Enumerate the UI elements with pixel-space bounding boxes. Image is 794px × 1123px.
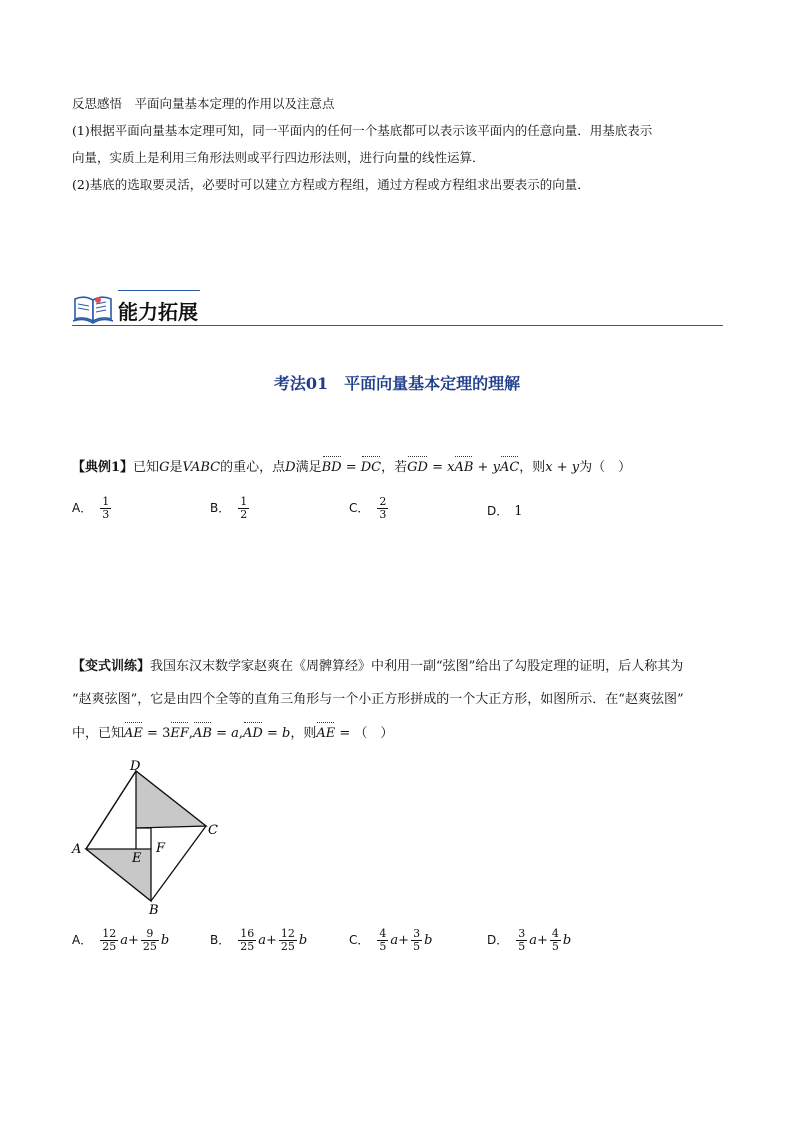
var-b: b	[282, 726, 291, 741]
denominator: 25	[102, 940, 117, 953]
var-y: y	[492, 460, 500, 475]
denominator: 5	[379, 940, 387, 953]
vector-ef: EF	[170, 724, 189, 744]
label-f: F	[156, 841, 166, 856]
example1-option-b[interactable]	[210, 496, 251, 521]
text: 的重心，点	[220, 460, 286, 475]
denominator: 5	[413, 940, 421, 953]
reflection-line-1: (1)根据平面向量基本定理可知，同一平面内的任何一个基底都可以表示该平面内的任意向量．用基底表示	[72, 123, 653, 138]
denominator: 5	[551, 940, 559, 953]
training-option-a[interactable]	[72, 928, 169, 953]
text: =	[211, 726, 232, 741]
training-line-1	[72, 657, 683, 677]
label-c: C	[208, 823, 218, 838]
example1-option-c[interactable]	[349, 496, 390, 521]
numerator: 12	[102, 927, 117, 940]
denominator: 3	[379, 508, 387, 521]
vector-ab: AB	[454, 458, 473, 478]
text: ，若	[381, 460, 408, 475]
topic-heading: 考法01 平面向量基本定理的理解	[273, 374, 521, 393]
fraction	[238, 496, 249, 521]
fraction	[100, 496, 111, 521]
option-label: C．	[349, 501, 370, 515]
vector-gd: GD	[407, 458, 428, 478]
text: 我国东汉末数学家赵爽在《周髀算经》中利用一副“弦图”给出了勾股定理的证明，后人称其为	[150, 659, 684, 674]
text: +	[473, 460, 493, 475]
fraction	[377, 496, 388, 521]
option-label: A．	[72, 933, 93, 947]
training-line-2: “赵爽弦图”，它是由四个全等的直角三角形与一个小正方形拼成的一个大正方形，如图所示．在“赵爽弦图”	[72, 692, 684, 707]
section-top-line	[118, 290, 200, 291]
option-label: A．	[72, 501, 93, 515]
vector-ae: AE	[124, 724, 143, 744]
fraction	[516, 928, 527, 953]
numerator: 1	[102, 495, 110, 508]
option-label: B．	[210, 933, 231, 947]
fraction	[238, 928, 256, 953]
operator: +	[398, 933, 410, 948]
training-tag: 【变式训练】	[72, 659, 151, 674]
text: = （ ）	[335, 726, 394, 741]
var-a: a	[529, 933, 538, 948]
label-e: E	[132, 851, 142, 866]
shaded-triangle-top	[136, 771, 206, 828]
numerator: 3	[518, 927, 526, 940]
section-title: 能力拓展	[118, 300, 198, 324]
example1-question	[72, 458, 631, 478]
expr-x-plus-y: x + y	[545, 460, 580, 475]
training-option-c[interactable]	[349, 928, 432, 953]
var-a: a	[390, 933, 399, 948]
var-b: b	[562, 933, 572, 948]
option-label: C．	[349, 933, 370, 947]
var-d: D	[285, 460, 296, 475]
reflection-line-3: (2)基底的选取要灵活，必要时可以建立方程或方程组，通过方程或方程组求出要表示的向量．	[72, 177, 590, 192]
operator: +	[537, 933, 548, 948]
fraction	[141, 928, 159, 953]
text: 满足	[295, 460, 322, 475]
text: 中，已知	[72, 726, 125, 741]
example1-option-a[interactable]	[72, 496, 113, 521]
vector-dc: DC	[361, 458, 381, 478]
text: ，则	[519, 460, 546, 475]
text: =	[427, 460, 448, 475]
operator: +	[127, 933, 139, 948]
training-line-3	[72, 724, 393, 744]
section-divider	[72, 325, 723, 326]
fraction	[100, 928, 118, 953]
option-label: B．	[210, 501, 231, 515]
var-x: x	[447, 460, 455, 475]
text: ，则	[290, 726, 317, 741]
vector-ae: AE	[316, 724, 335, 744]
text: ,	[238, 726, 244, 741]
denominator: 2	[240, 508, 248, 521]
var-b: b	[424, 933, 433, 948]
var-b: b	[160, 933, 170, 948]
reflection-title: 反思感悟 平面向量基本定理的作用以及注意点	[72, 96, 335, 111]
operator: +	[266, 933, 277, 948]
vector-bd: BD	[322, 458, 342, 478]
text: 为（ ）	[579, 460, 632, 475]
text: =	[341, 460, 361, 475]
option-label: D．	[487, 504, 509, 518]
label-b: B	[149, 903, 159, 918]
denominator: 3	[102, 508, 110, 521]
option-value: 1	[514, 504, 523, 519]
text: = 3	[142, 726, 171, 741]
numerator: 16	[240, 927, 255, 940]
book-icon	[72, 291, 116, 325]
numerator: 2	[379, 495, 387, 508]
label-a: A	[72, 842, 82, 857]
var-a: a	[120, 933, 128, 948]
example1-option-d[interactable]	[487, 502, 523, 519]
vector-ad: AD	[243, 724, 263, 744]
zhao-shuang-diagram	[66, 756, 226, 921]
training-option-d[interactable]	[487, 928, 571, 953]
var-b: b	[298, 933, 308, 948]
var-a: a	[258, 933, 266, 948]
var-g: G	[159, 460, 170, 475]
denominator: 5	[518, 940, 526, 953]
text: =	[262, 726, 283, 741]
numerator: 12	[280, 927, 295, 940]
triangle-abc: VABC	[182, 460, 221, 475]
numerator: 9	[141, 928, 159, 941]
denominator: 25	[240, 940, 255, 953]
text: 是	[169, 460, 183, 475]
numerator: 3	[413, 927, 421, 940]
fraction	[377, 928, 388, 953]
example1-tag: 【典例1】	[72, 460, 134, 475]
label-d: D	[130, 759, 141, 774]
vector-ab: AB	[193, 724, 212, 744]
fraction	[411, 928, 422, 953]
text: ,	[188, 726, 193, 741]
numerator: 4	[379, 927, 387, 940]
vector-ac: AC	[500, 458, 519, 478]
reflection-line-2: 向量，实质上是利用三角形法则或平行四边形法则，进行向量的线性运算．	[72, 150, 485, 165]
numerator: 1	[240, 495, 248, 508]
numerator: 4	[551, 927, 559, 940]
training-option-b[interactable]	[210, 928, 307, 953]
text: 已知	[133, 460, 160, 475]
option-label: D．	[487, 933, 509, 947]
fraction	[550, 928, 561, 953]
var-a: a	[231, 726, 239, 741]
fraction	[279, 928, 297, 953]
denominator: 25	[142, 940, 157, 953]
denominator: 25	[280, 940, 295, 953]
